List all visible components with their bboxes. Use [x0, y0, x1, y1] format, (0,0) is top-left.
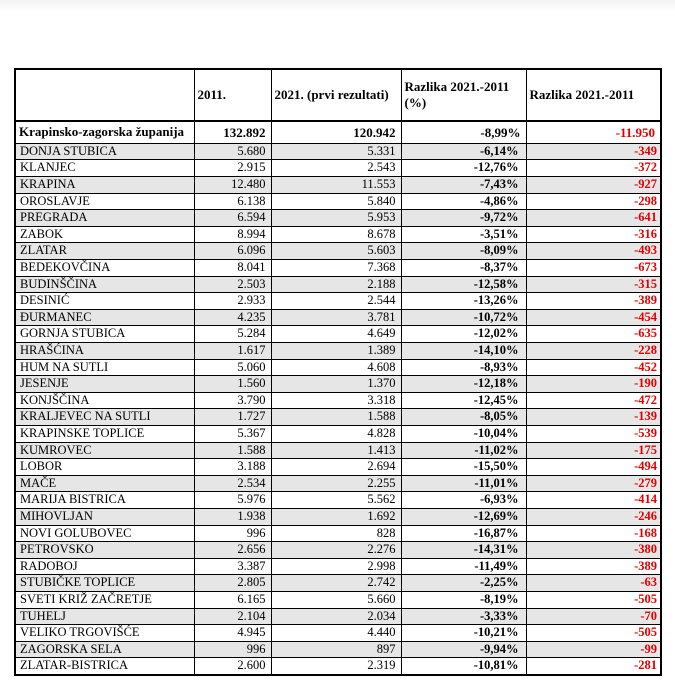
pop-2011-cell: 5.284 [194, 326, 271, 343]
pct-diff-cell: -11,49% [401, 558, 526, 575]
municipality-name-cell: OROSLAVJE [15, 193, 194, 210]
municipality-row [15, 658, 661, 675]
abs-diff-cell: -372 [526, 160, 661, 177]
municipality-row [15, 193, 661, 210]
pop-2011-cell: 1.617 [194, 343, 271, 360]
municipality-row [15, 525, 661, 542]
pop-2021-cell: 5.953 [271, 210, 401, 227]
municipality-name-cell: KUMROVEC [15, 442, 194, 459]
pct-diff-cell: -10,81% [401, 658, 526, 675]
page-top-gradient [0, 0, 675, 12]
pop-2011-cell: 2.805 [194, 575, 271, 592]
pct-diff-cell: -12,58% [401, 276, 526, 293]
pop-2011-cell: 5.976 [194, 492, 271, 509]
abs-diff-cell: -246 [526, 508, 661, 525]
abs-diff-cell: -452 [526, 359, 661, 376]
abs-diff-cell: -281 [526, 658, 661, 675]
pop-2021-cell: 897 [271, 641, 401, 658]
pop-2011-cell: 5.060 [194, 359, 271, 376]
abs-diff-cell: -298 [526, 193, 661, 210]
municipality-name-cell: ZLATAR-BISTRICA [15, 658, 194, 675]
municipality-row [15, 260, 661, 277]
pop-2021-cell: 2.544 [271, 293, 401, 310]
pop-2021-cell: 1.389 [271, 343, 401, 360]
abs-diff-cell: -316 [526, 226, 661, 243]
municipality-row [15, 160, 661, 177]
municipality-name-cell: ZABOK [15, 226, 194, 243]
pop-2011-cell: 5.367 [194, 425, 271, 442]
abs-diff-cell: -539 [526, 425, 661, 442]
municipality-row [15, 608, 661, 625]
municipality-name-cell: TUHELJ [15, 608, 194, 625]
municipality-name-cell: NOVI GOLUBOVEC [15, 525, 194, 542]
municipality-name-cell: KRALJEVEC NA SUTLI [15, 409, 194, 426]
municipality-name-cell: KLANJEC [15, 160, 194, 177]
pct-diff-cell: -13,26% [401, 293, 526, 310]
pop-2021-cell: 2.255 [271, 475, 401, 492]
municipality-row [15, 459, 661, 476]
municipality-row [15, 591, 661, 608]
municipality-name-cell: VELIKO TRGOVIŠĆE [15, 625, 194, 642]
pop-2021-cell: 5.562 [271, 492, 401, 509]
pop-2021-cell: 4.608 [271, 359, 401, 376]
pct-diff-cell: -16,87% [401, 525, 526, 542]
pct-diff-cell: -6,14% [401, 143, 526, 160]
abs-diff-cell: -641 [526, 210, 661, 227]
pop-2021-cell: 4.649 [271, 326, 401, 343]
pop-2011-cell: 996 [194, 525, 271, 542]
pct-diff-cell: -8,09% [401, 243, 526, 260]
population-comparison-table [14, 68, 662, 676]
county-name-cell: Krapinsko-zagorska županija [15, 121, 194, 143]
pop-2011-cell: 6.096 [194, 243, 271, 260]
municipality-name-cell: ZLATAR [15, 243, 194, 260]
pop-2021-cell: 3.318 [271, 392, 401, 409]
pop-2011-cell: 6.138 [194, 193, 271, 210]
municipality-row [15, 409, 661, 426]
pct-diff-cell: -8,05% [401, 409, 526, 426]
pct-diff-cell: -8,19% [401, 591, 526, 608]
municipality-row [15, 177, 661, 194]
abs-diff-cell: -349 [526, 143, 661, 160]
municipality-name-cell: JESENJE [15, 376, 194, 393]
municipality-name-cell: ZAGORSKA SELA [15, 641, 194, 658]
abs-diff-cell: -673 [526, 260, 661, 277]
pct-diff-cell: -3,51% [401, 226, 526, 243]
municipality-row [15, 542, 661, 559]
column-header-pct-diff: Razlika 2021.-2011 (%) [401, 69, 526, 121]
abs-diff-cell: -389 [526, 293, 661, 310]
pop-2011-cell: 6.594 [194, 210, 271, 227]
pop-2021-cell: 5.331 [271, 143, 401, 160]
pop-2021-cell: 2.276 [271, 542, 401, 559]
municipality-row [15, 492, 661, 509]
pct-diff-cell: -10,72% [401, 309, 526, 326]
municipality-row [15, 243, 661, 260]
pop-2021-cell: 1.588 [271, 409, 401, 426]
municipality-row [15, 625, 661, 642]
pop-2021-cell: 3.781 [271, 309, 401, 326]
pct-diff-cell: -3,33% [401, 608, 526, 625]
pct-diff-cell: -12,76% [401, 160, 526, 177]
county-2021-cell: 120.942 [271, 121, 401, 143]
municipality-row [15, 326, 661, 343]
municipality-row [15, 376, 661, 393]
pop-2021-cell: 2.319 [271, 658, 401, 675]
column-header-abs-diff: Razlika 2021.-2011 [526, 69, 661, 121]
municipality-name-cell: HRAŠĆINA [15, 343, 194, 360]
pop-2021-cell: 4.440 [271, 625, 401, 642]
county-2011-cell: 132.892 [194, 121, 271, 143]
municipality-name-cell: ĐURMANEC [15, 309, 194, 326]
pop-2011-cell: 3.387 [194, 558, 271, 575]
header-row [15, 69, 661, 121]
municipality-row [15, 210, 661, 227]
abs-diff-cell: -414 [526, 492, 661, 509]
pct-diff-cell: -12,45% [401, 392, 526, 409]
pop-2011-cell: 6.165 [194, 591, 271, 608]
abs-diff-cell: -389 [526, 558, 661, 575]
municipality-row [15, 293, 661, 310]
pop-2011-cell: 3.188 [194, 459, 271, 476]
abs-diff-cell: -63 [526, 575, 661, 592]
abs-diff-cell: -380 [526, 542, 661, 559]
pct-diff-cell: -6,93% [401, 492, 526, 509]
municipality-name-cell: MIHOVLJAN [15, 508, 194, 525]
municipality-name-cell: BUDINŠČINA [15, 276, 194, 293]
municipality-row [15, 641, 661, 658]
abs-diff-cell: -505 [526, 591, 661, 608]
pop-2021-cell: 1.692 [271, 508, 401, 525]
pop-2021-cell: 2.998 [271, 558, 401, 575]
pop-2011-cell: 1.938 [194, 508, 271, 525]
table-header [15, 69, 661, 121]
column-header-2021: 2021. (prvi rezultati) [271, 69, 401, 121]
municipality-name-cell: MARIJA BISTRICA [15, 492, 194, 509]
municipality-row [15, 442, 661, 459]
pct-diff-cell: -14,31% [401, 542, 526, 559]
abs-diff-cell: -472 [526, 392, 661, 409]
municipality-row [15, 575, 661, 592]
municipality-name-cell: KRAPINA [15, 177, 194, 194]
pop-2011-cell: 1.588 [194, 442, 271, 459]
pct-diff-cell: -2,25% [401, 575, 526, 592]
municipality-row [15, 276, 661, 293]
municipality-name-cell: DESINIĆ [15, 293, 194, 310]
pop-2011-cell: 3.790 [194, 392, 271, 409]
pop-2011-cell: 2.656 [194, 542, 271, 559]
pop-2011-cell: 2.933 [194, 293, 271, 310]
pct-diff-cell: -4,86% [401, 193, 526, 210]
pop-2021-cell: 5.660 [271, 591, 401, 608]
abs-diff-cell: -168 [526, 525, 661, 542]
abs-diff-cell: -635 [526, 326, 661, 343]
pop-2011-cell: 2.104 [194, 608, 271, 625]
municipality-row [15, 392, 661, 409]
pop-2011-cell: 2.600 [194, 658, 271, 675]
column-header-name [15, 69, 194, 121]
pct-diff-cell: -7,43% [401, 177, 526, 194]
municipality-name-cell: KRAPINSKE TOPLICE [15, 425, 194, 442]
abs-diff-cell: -99 [526, 641, 661, 658]
pop-2021-cell: 2.742 [271, 575, 401, 592]
abs-diff-cell: -505 [526, 625, 661, 642]
county-abs-diff-cell: -11.950 [526, 121, 661, 143]
municipality-name-cell: KONJŠČINA [15, 392, 194, 409]
abs-diff-cell: -139 [526, 409, 661, 426]
pop-2021-cell: 1.370 [271, 376, 401, 393]
pop-2011-cell: 2.503 [194, 276, 271, 293]
pop-2011-cell: 8.041 [194, 260, 271, 277]
pop-2021-cell: 828 [271, 525, 401, 542]
abs-diff-cell: -228 [526, 343, 661, 360]
pop-2011-cell: 1.560 [194, 376, 271, 393]
pop-2011-cell: 12.480 [194, 177, 271, 194]
pct-diff-cell: -11,01% [401, 475, 526, 492]
pop-2011-cell: 4.235 [194, 309, 271, 326]
pop-2021-cell: 2.543 [271, 160, 401, 177]
municipality-name-cell: PETROVSKO [15, 542, 194, 559]
municipality-row [15, 508, 661, 525]
municipality-row [15, 226, 661, 243]
pct-diff-cell: -12,18% [401, 376, 526, 393]
municipality-row [15, 343, 661, 360]
municipality-name-cell: MAČE [15, 475, 194, 492]
municipality-row [15, 309, 661, 326]
pop-2021-cell: 4.828 [271, 425, 401, 442]
pop-2021-cell: 11.553 [271, 177, 401, 194]
pop-2011-cell: 2.534 [194, 475, 271, 492]
abs-diff-cell: -927 [526, 177, 661, 194]
municipality-name-cell: STUBIČKE TOPLICE [15, 575, 194, 592]
municipality-row [15, 143, 661, 160]
pop-2011-cell: 996 [194, 641, 271, 658]
pct-diff-cell: -14,10% [401, 343, 526, 360]
pop-2021-cell: 5.603 [271, 243, 401, 260]
municipality-name-cell: GORNJA STUBICA [15, 326, 194, 343]
municipality-name-cell: SVETI KRIŽ ZAČRETJE [15, 591, 194, 608]
municipality-rows-section [15, 143, 661, 675]
column-header-2011: 2011. [194, 69, 271, 121]
municipality-name-cell: PREGRADA [15, 210, 194, 227]
pop-2011-cell: 4.945 [194, 625, 271, 642]
pct-diff-cell: -10,04% [401, 425, 526, 442]
county-summary-section [15, 121, 661, 143]
abs-diff-cell: -70 [526, 608, 661, 625]
pop-2011-cell: 8.994 [194, 226, 271, 243]
pct-diff-cell: -10,21% [401, 625, 526, 642]
municipality-row [15, 558, 661, 575]
county-summary-row [15, 121, 661, 143]
pct-diff-cell: -15,50% [401, 459, 526, 476]
pop-2021-cell: 8.678 [271, 226, 401, 243]
pop-2021-cell: 2.694 [271, 459, 401, 476]
pct-diff-cell: -9,94% [401, 641, 526, 658]
pop-2021-cell: 5.840 [271, 193, 401, 210]
municipality-row [15, 425, 661, 442]
pct-diff-cell: -9,72% [401, 210, 526, 227]
pct-diff-cell: -12,69% [401, 508, 526, 525]
pop-2011-cell: 2.915 [194, 160, 271, 177]
pop-2021-cell: 1.413 [271, 442, 401, 459]
abs-diff-cell: -494 [526, 459, 661, 476]
abs-diff-cell: -493 [526, 243, 661, 260]
pct-diff-cell: -8,37% [401, 260, 526, 277]
municipality-row [15, 359, 661, 376]
municipality-name-cell: HUM NA SUTLI [15, 359, 194, 376]
abs-diff-cell: -190 [526, 376, 661, 393]
pop-2011-cell: 1.727 [194, 409, 271, 426]
county-pct-diff-cell: -8,99% [401, 121, 526, 143]
abs-diff-cell: -279 [526, 475, 661, 492]
pct-diff-cell: -8,93% [401, 359, 526, 376]
pct-diff-cell: -12,02% [401, 326, 526, 343]
pop-2021-cell: 2.188 [271, 276, 401, 293]
abs-diff-cell: -175 [526, 442, 661, 459]
municipality-name-cell: BEDEKOVČINA [15, 260, 194, 277]
municipality-name-cell: DONJA STUBICA [15, 143, 194, 160]
pct-diff-cell: -11,02% [401, 442, 526, 459]
abs-diff-cell: -454 [526, 309, 661, 326]
municipality-name-cell: LOBOR [15, 459, 194, 476]
abs-diff-cell: -315 [526, 276, 661, 293]
municipality-row [15, 475, 661, 492]
municipality-name-cell: RADOBOJ [15, 558, 194, 575]
pop-2021-cell: 7.368 [271, 260, 401, 277]
pop-2011-cell: 5.680 [194, 143, 271, 160]
pop-2021-cell: 2.034 [271, 608, 401, 625]
